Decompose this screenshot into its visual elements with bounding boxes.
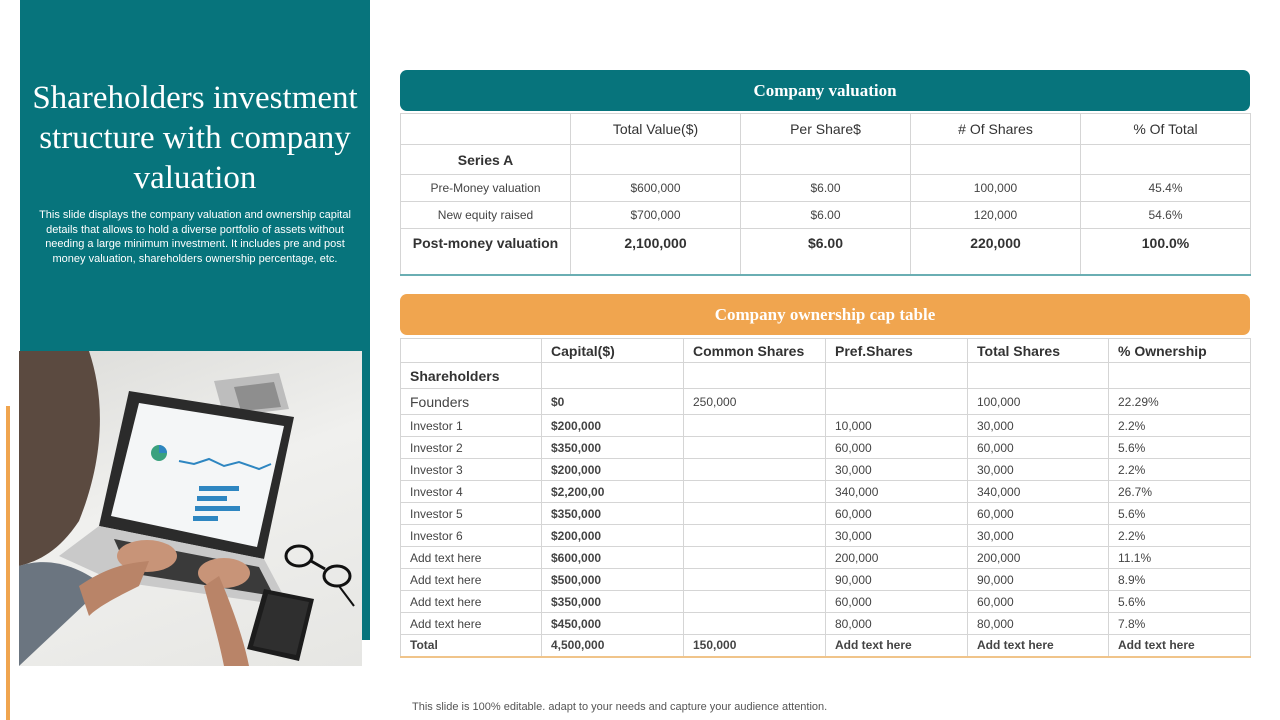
row-label: New equity raised [401, 202, 571, 229]
cell: 60,000 [826, 591, 968, 613]
row-label: Founders [401, 389, 542, 415]
cell: Add text here [1109, 635, 1251, 657]
cell: 100,000 [968, 389, 1109, 415]
cell: $200,000 [542, 415, 684, 437]
cell: 30,000 [968, 459, 1109, 481]
cap-header-row [401, 339, 1251, 363]
right-hand [198, 558, 250, 588]
cell: $2,200,00 [542, 481, 684, 503]
person-shoulder [19, 562, 104, 666]
cell: 30,000 [826, 525, 968, 547]
cell: 5.6% [1109, 437, 1251, 459]
cell: 80,000 [968, 613, 1109, 635]
row-label: Add text here [401, 547, 542, 569]
cell: 90,000 [826, 569, 968, 591]
column-header: Capital($) [542, 339, 684, 363]
row-label: Post-money valuation [401, 229, 571, 275]
cell: $200,000 [542, 459, 684, 481]
row-label: Investor 4 [401, 481, 542, 503]
cell [684, 481, 826, 503]
bar-4 [193, 516, 218, 521]
cell: 5.6% [1109, 591, 1251, 613]
cell: 30,000 [968, 525, 1109, 547]
slide-title: Shareholders investment structure with company valuation [32, 80, 358, 196]
cell: $6.00 [741, 175, 911, 202]
bar-2 [197, 496, 227, 501]
column-header: % Of Total [1081, 114, 1251, 145]
cell: 2.2% [1109, 525, 1251, 547]
person-head [19, 351, 100, 566]
row-label: Add text here [401, 591, 542, 613]
column-header: Total Value($) [571, 114, 741, 145]
cell: 80,000 [826, 613, 968, 635]
cell: $200,000 [542, 525, 684, 547]
cell: $0 [542, 389, 684, 415]
cell: 340,000 [826, 481, 968, 503]
cell: $350,000 [542, 503, 684, 525]
row-label: Pre-Money valuation [401, 175, 571, 202]
cell [684, 591, 826, 613]
cell: 5.6% [1109, 503, 1251, 525]
table-row [401, 503, 1251, 525]
row-label: Add text here [401, 613, 542, 635]
cell [684, 525, 826, 547]
cell: $350,000 [542, 437, 684, 459]
cell: 90,000 [968, 569, 1109, 591]
total-row [401, 635, 1251, 657]
cell: 100,000 [911, 175, 1081, 202]
glasses-lens-right [324, 566, 350, 586]
cell: $700,000 [571, 202, 741, 229]
row-label: Investor 2 [401, 437, 542, 459]
row-label: Investor 1 [401, 415, 542, 437]
cell: $500,000 [542, 569, 684, 591]
cell: 11.1% [1109, 547, 1251, 569]
cell: 8.9% [1109, 569, 1251, 591]
cell: 150,000 [684, 635, 826, 657]
table-row [401, 202, 1251, 229]
glasses-lens-left [286, 546, 312, 566]
row-label: Investor 6 [401, 525, 542, 547]
cell: 10,000 [826, 415, 968, 437]
row-label: Investor 5 [401, 503, 542, 525]
cell: 45.4% [1081, 175, 1251, 202]
cap-table-header: Company ownership cap table [400, 294, 1250, 335]
column-header: % Ownership [1109, 339, 1251, 363]
column-header: Pref.Shares [826, 339, 968, 363]
cell [684, 547, 826, 569]
bar-3 [195, 506, 240, 511]
cell: 340,000 [968, 481, 1109, 503]
footer-note: This slide is 100% editable. adapt to your needs and capture your audience attention. [412, 701, 828, 713]
cell: $600,000 [571, 175, 741, 202]
series-label: Series A [401, 145, 571, 175]
cell: $450,000 [542, 613, 684, 635]
valuation-header: Company valuation [400, 70, 1250, 111]
cell: 7.8% [1109, 613, 1251, 635]
valuation-header-row [401, 114, 1251, 145]
row-label: Add text here [401, 569, 542, 591]
column-header: Per Share$ [741, 114, 911, 145]
table-row [401, 437, 1251, 459]
cell [826, 389, 968, 415]
cell: 200,000 [968, 547, 1109, 569]
table-row [401, 389, 1251, 415]
cell: 2.2% [1109, 459, 1251, 481]
cell: 100.0% [1081, 229, 1251, 275]
cell [684, 415, 826, 437]
bar-1 [199, 486, 239, 491]
cell: $600,000 [542, 547, 684, 569]
table-row [401, 591, 1251, 613]
table-row [401, 175, 1251, 202]
cell: 26.7% [1109, 481, 1251, 503]
table-row [401, 613, 1251, 635]
cell: 200,000 [826, 547, 968, 569]
cell: 60,000 [968, 437, 1109, 459]
laptop-illustration [19, 351, 362, 666]
printer-detail [234, 382, 281, 411]
column-header: # Of Shares [911, 114, 1081, 145]
cell: 22.29% [1109, 389, 1251, 415]
cell: 30,000 [826, 459, 968, 481]
cell [684, 503, 826, 525]
column-header: Common Shares [684, 339, 826, 363]
cell [684, 459, 826, 481]
shareholders-label: Shareholders [401, 363, 542, 389]
cell: 60,000 [826, 437, 968, 459]
cell: 4,500,000 [542, 635, 684, 657]
column-header: Total Shares [968, 339, 1109, 363]
table-row [401, 569, 1251, 591]
cell: $6.00 [741, 229, 911, 275]
glasses-bridge [311, 561, 325, 569]
cell: 120,000 [911, 202, 1081, 229]
cell: 60,000 [968, 591, 1109, 613]
valuation-table [400, 113, 1251, 276]
row-label: Investor 3 [401, 459, 542, 481]
accent-line [6, 406, 10, 720]
cell: Add text here [826, 635, 968, 657]
cell [684, 613, 826, 635]
table-row [401, 415, 1251, 437]
cell [684, 569, 826, 591]
shareholders-row [401, 363, 1251, 389]
column-header [401, 114, 571, 145]
post-money-row [401, 229, 1251, 275]
cell: 60,000 [826, 503, 968, 525]
glasses-arm [339, 586, 354, 606]
table-row [401, 459, 1251, 481]
slide-description: This slide displays the company valuation and ownership capital details that allows to hold a diverse portfolio of assets without needing a large minimum investment. It includes pre and post money valuation, shareholders ownership percentage, etc. [39, 209, 351, 265]
laptop-photo [19, 351, 362, 666]
cell [684, 437, 826, 459]
series-row [401, 145, 1251, 175]
cell: 54.6% [1081, 202, 1251, 229]
cell: $6.00 [741, 202, 911, 229]
cell: 250,000 [684, 389, 826, 415]
table-row [401, 481, 1251, 503]
column-header [401, 339, 542, 363]
cap-table [400, 338, 1251, 658]
cell: $350,000 [542, 591, 684, 613]
table-row [401, 547, 1251, 569]
row-label: Total [401, 635, 542, 657]
table-row [401, 525, 1251, 547]
cell: 2,100,000 [571, 229, 741, 275]
cell: 30,000 [968, 415, 1109, 437]
cell: 2.2% [1109, 415, 1251, 437]
cell: Add text here [968, 635, 1109, 657]
cell: 220,000 [911, 229, 1081, 275]
cell: 60,000 [968, 503, 1109, 525]
